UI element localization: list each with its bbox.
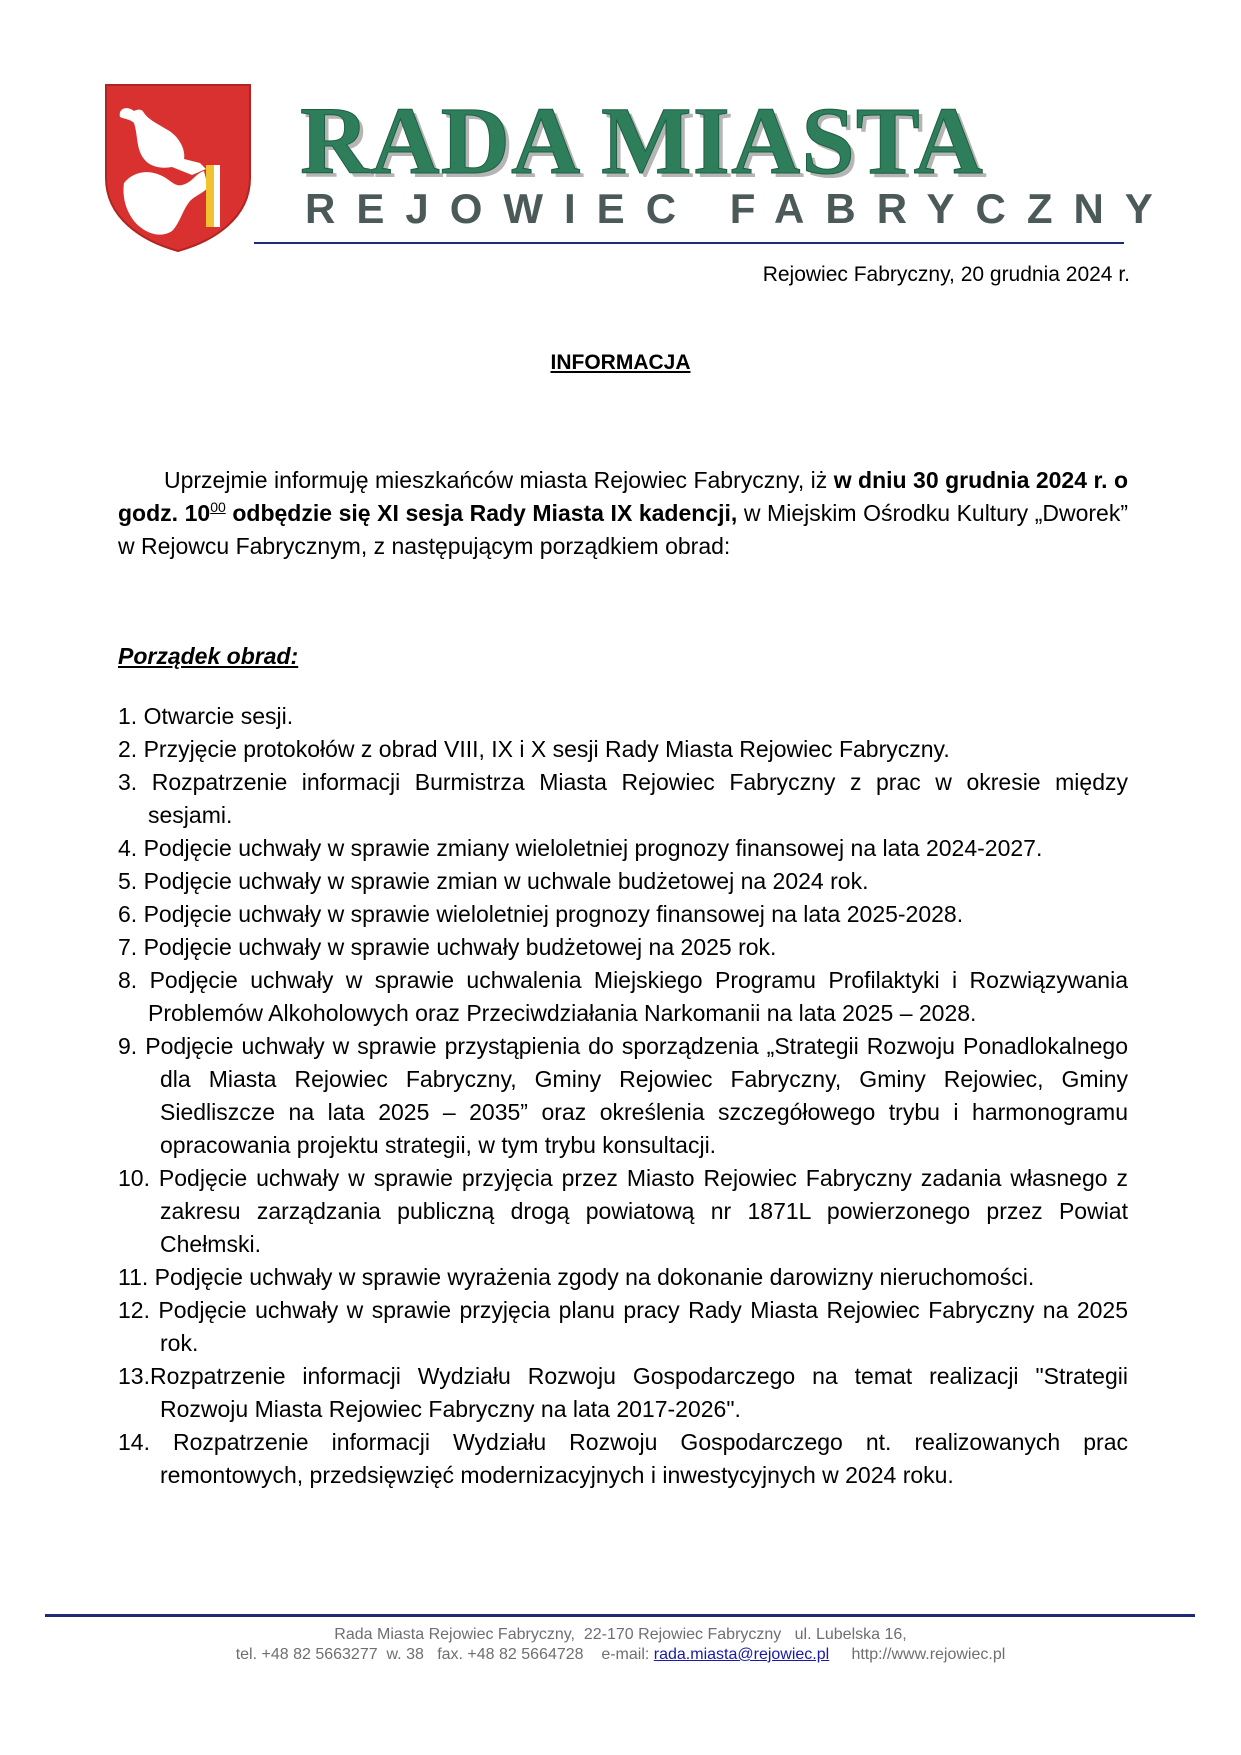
agenda-item: 6. Podjęcie uchwały w sprawie wieloletniej prognozy finansowej na lata 2025-2028.	[118, 901, 964, 927]
header-divider	[254, 242, 1124, 244]
intro-text: Uprzejmie informuję mieszkańców miasta Rejowiec Fabryczny, iż	[164, 467, 834, 493]
coat-of-arms-logo	[104, 83, 252, 253]
footer	[0, 1625, 1241, 1665]
agenda-item: 2. Przyjęcie protokołów z obrad VIII, IX i X sesji Rady Miasta Rejowiec Fabryczny.	[118, 736, 950, 762]
agenda-item: 3. Rozpatrzenie informacji Burmistrza Miasta Rejowiec Fabryczny z prac w okresie między sesjami.	[118, 769, 1128, 828]
footer-website[interactable]: http://www.rejowiec.pl	[851, 1646, 1006, 1663]
footer-phone-fax: tel. +48 82 5663277 w. 38 fax. +48 82 5664728 e-mail:	[235, 1646, 654, 1663]
header-subtitle: REJOWIEC FABRYCZNY	[305, 185, 1174, 232]
footer-address: Rada Miasta Rejowiec Fabryczny, 22-170 Rejowiec Fabryczny ul. Lubelska 16,	[334, 1626, 907, 1643]
agenda-item: 9. Podjęcie uchwały w sprawie przystąpienia do sporządzenia „Strategii Rozwoju Ponadlokalnego dla Miasta Rejowiec Fabryczny, Gminy Rejowiec Fabryczny, Gminy Rejowiec, Gminy Siedliszcze na lata 2025 – 2035” oraz określenia szczegółowego trybu i harmonogramu opracowania projektu strategii, w tym trybu konsultacji.	[118, 1033, 1128, 1158]
document-heading: INFORMACJA	[550, 351, 691, 374]
intro-paragraph	[118, 464, 1128, 563]
agenda-item: 1. Otwarcie sesji.	[118, 703, 294, 729]
agenda-title: Porządek obrad:	[118, 643, 299, 669]
agenda-item: 14. Rozpatrzenie informacji Wydziału Rozwoju Gospodarczego nt. realizowanych prac remontowych, przedsięwzięć modernizacyjnych i inwestycyjnych w 2024 roku.	[118, 1429, 1128, 1488]
footer-contact	[0, 1645, 1241, 1665]
footer-email-link[interactable]: rada.miasta@rejowiec.pl	[653, 1646, 830, 1663]
agenda-item: 5. Podjęcie uchwały w sprawie zmian w uchwale budżetowej na 2024 rok.	[118, 868, 869, 894]
header-title: RADA MIASTA	[300, 87, 984, 194]
agenda-item: 7. Podjęcie uchwały w sprawie uchwały budżetowej na 2025 rok.	[118, 934, 777, 960]
intro-bold-session: odbędzie się XI sesja Rady Miasta IX kadencji,	[225, 500, 738, 526]
footer-divider	[45, 1614, 1195, 1617]
intro-time-minutes: 00	[210, 499, 226, 515]
agenda-item: 8. Podjęcie uchwały w sprawie uchwalenia Miejskiego Programu Profilaktyki i Rozwiązywania Problemów Alkoholowych oraz Przeciwdziałania Narkomanii na lata 2025 – 2028.	[118, 967, 1128, 1026]
agenda-item: 10. Podjęcie uchwały w sprawie przyjęcia przez Miasto Rejowiec Fabryczny zadania własnego z zakresu zarządzania publiczną drogą powiatową nr 1871L powierzonego przez Powiat Chełmski.	[118, 1165, 1128, 1257]
agenda-list	[118, 700, 1128, 1492]
agenda-item: 13.Rozpatrzenie informacji Wydziału Rozwoju Gospodarczego na temat realizacji "Strategii Rozwoju Miasta Rejowiec Fabryczny na lata 2017-2026".	[118, 1363, 1128, 1422]
intro-bold-date: w dniu 30 grudnia 2024 r. o godz. 10	[118, 467, 1129, 526]
agenda-item: 12. Podjęcie uchwały w sprawie przyjęcia planu pracy Rady Miasta Rejowiec Fabryczny na 2025 rok.	[118, 1297, 1128, 1356]
agenda-item: 4. Podjęcie uchwały w sprawie zmiany wieloletniej prognozy finansowej na lata 2024-2027.	[118, 835, 1043, 861]
agenda-item: 11. Podjęcie uchwały w sprawie wyrażenia zgody na dokonanie darowizny nieruchomości.	[118, 1264, 1035, 1290]
document-date: Rejowiec Fabryczny, 20 grudnia 2024 r.	[762, 263, 1130, 286]
intro-text-end: w Miejskim Ośrodku Kultury „Dworek” w Rejowcu Fabrycznym, z następującym porządkiem obrad:	[118, 500, 1128, 559]
